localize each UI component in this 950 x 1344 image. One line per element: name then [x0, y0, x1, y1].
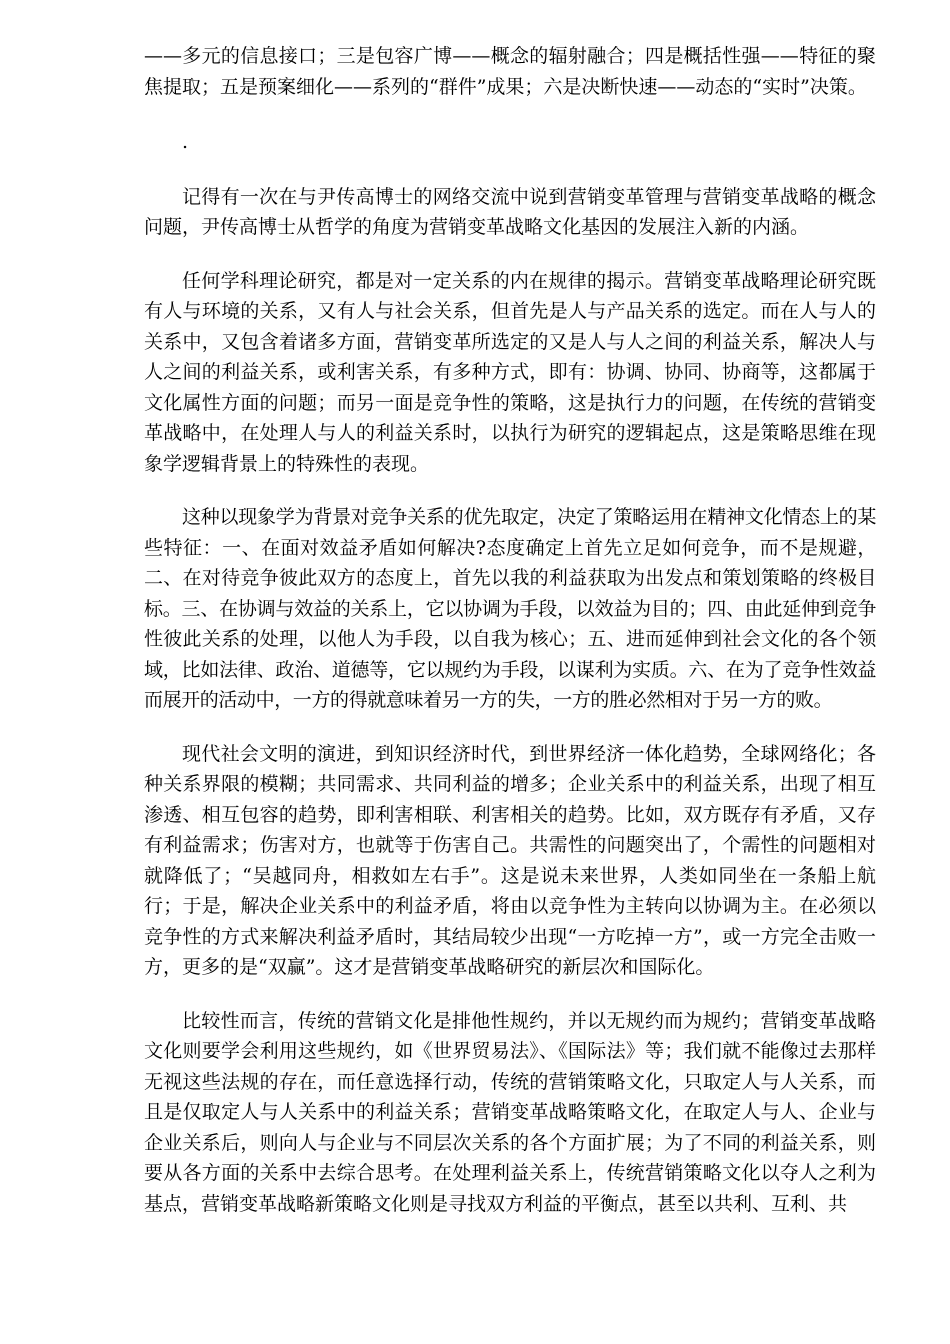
paragraph-features: 这种以现象学为背景对竞争关系的优先取定，决定了策略运用在精神文化情态上的某些特征：一、在面对效益矛盾如何解决?态度确定上首先立足如何竞争，而不是规避，二、在对待竞争彼此双方的态度上，首先以我的利益获取为出发点和策划策略的终极目标。三、在协调与效益的关系上，它以协调为手段，以效益为目的；四、由此延伸到竞争性彼此关系的处理，以他人为手段，以自我为核心；五、进而延伸到社会文化的各个领域，比如法律、政治、道德等，它以规约为手段，以谋利为实质。六、在为了竞争性效益而展开的活动中，一方的得就意味着另一方的失，一方的胜必然相对于另一方的败。	[144, 506, 876, 711]
paragraph-comparison: 比较性而言，传统的营销文化是排他性规约，并以无规约而为规约；营销变革战略文化则要学会利用这些规约，如《世界贸易法》、《国际法》等；我们就不能像过去那样无视这些法规的存在，而任意选择行动，传统的营销策略文化，只取定人与人关系，而且是仅取定人与人关系中的利益关系；营销变革战略策略文化，在取定人与人、企业与企业关系后，则向人与企业与不同层次关系的各个方面扩展；为了不同的利益关系，则要从各方面的关系中去综合思考。在处理利益关系上，传统营销策略文化以夺人之利为基点，营销变革战略新策略文化则是寻找双方利益的平衡点，甚至以共利、互利、共	[144, 1009, 876, 1215]
paragraph-intro: 记得有一次在与尹传高博士的网络交流中说到营销变革管理与营销变革战略的概念问题，尹传高博士从哲学的角度为营销变革战略文化基因的发展注入新的内涵。	[144, 185, 876, 238]
paragraph-modern-society: 现代社会文明的演进，到知识经济时代，到世界经济一体化趋势，全球网络化；各种关系界限的模糊；共同需求、共同利益的增多；企业关系中的利益关系，出现了相互渗透、相互包容的趋势，即利害相联、利害相关的趋势。比如，双方既存有矛盾，又存有利益需求；伤害对方，也就等于伤害自己。共需性的问题突出了，个需性的问题相对就降低了；“吴越同舟，相救如左右手”。这是说未来世界，人类如同坐在一条船上航行；于是，解决企业关系中的利益矛盾，将由以竞争性为主转向以协调为主。在必须以竞争性的方式来解决利益矛盾时，其结局较少出现“一方吃掉一方”，或一方完全击败一方，更多的是“双赢”。这才是营销变革战略研究的新层次和国际化。	[144, 742, 876, 978]
document-page	[144, 41, 876, 1219]
paragraph-theory: 任何学科理论研究，都是对一定关系的内在规律的揭示。营销变革战略理论研究既有人与环境的关系，又有人与社会关系，但首先是人与产品关系的选定。而在人与人的关系中，又包含着诸多方面，营销变革所选定的又是人与人之间的利益关系，解决人与人之间的利益关系，或利害关系，有多种方式，即有：协调、协同、协商等，这都属于文化属性方面的问题；而另一面是竞争性的策略，这是执行力的问题，在传统的营销变革战略中，在处理人与人的利益关系时，以执行为研究的逻辑起点，这是策略思维在现象学逻辑背景上的特殊性的表现。	[144, 269, 876, 475]
separator-dot: .	[182, 131, 189, 153]
paragraph-continuation: ——多元的信息接口；三是包容广博——概念的辐射融合；四是概括性强——特征的聚焦提取；五是预案细化——系列的“群件”成果；六是决断快速——动态的“实时”决策。	[144, 45, 876, 98]
